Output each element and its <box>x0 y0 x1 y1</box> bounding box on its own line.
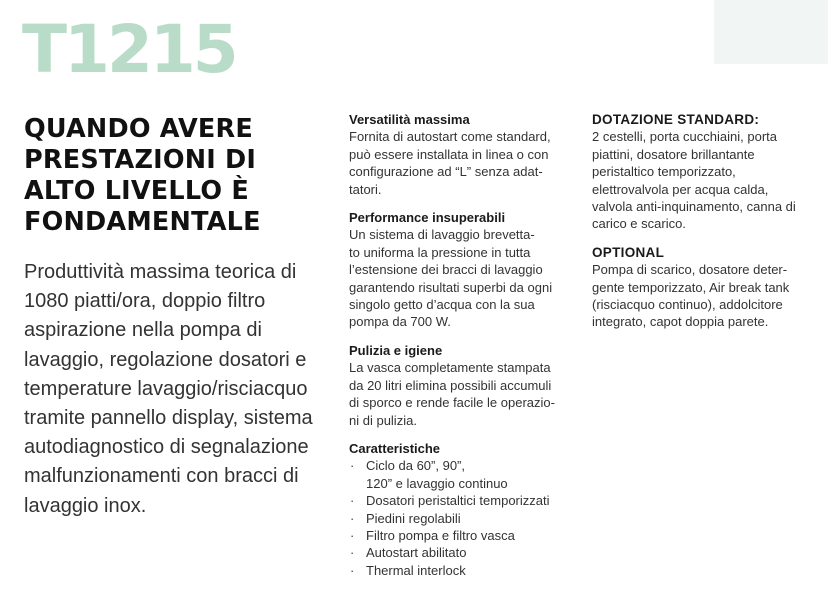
features-column <box>349 111 577 579</box>
intro-line: lavaggio inox. <box>24 494 147 517</box>
list-item-text: Autostart abilitato <box>366 545 467 561</box>
body-line: elettrovalvola per acqua calda, <box>592 181 769 197</box>
list-item-text: Filtro pompa e filtro vasca <box>366 527 515 543</box>
versatility-section <box>349 111 577 198</box>
headline-line: PRESTAZIONI DI <box>24 145 257 175</box>
body-line: singolo getto d’acqua con la sua <box>349 297 535 313</box>
body-line: Un sistema di lavaggio brevetta- <box>349 227 535 243</box>
body-line: valvola anti-inquinamento, canna di <box>592 199 796 215</box>
list-item-text: Dosatori peristaltici temporizzati <box>366 493 550 509</box>
list-item-text: Thermal interlock <box>366 562 466 578</box>
section-body <box>349 128 577 198</box>
body-line: piattini, dosatore brillantante <box>592 146 755 162</box>
body-line: integrato, capot doppia parete. <box>592 314 769 330</box>
body-line: La vasca completamente stampata <box>349 360 551 376</box>
body-line: 2 cestelli, porta cucchiaini, porta <box>592 129 777 145</box>
list-item <box>349 562 577 579</box>
body-line: l’estensione dei bracci di lavaggio <box>349 262 543 278</box>
model-code: T1215 <box>22 11 236 88</box>
intro-line: lavaggio, regolazione dosatori e <box>24 348 307 371</box>
section-title: Versatilità massima <box>349 112 470 127</box>
body-line: (risciacquo continuo), addolcitore <box>592 297 783 313</box>
equipment-column <box>592 111 824 331</box>
body-line: Fornita di autostart come standard, <box>349 129 551 145</box>
headline <box>24 114 324 238</box>
headline-line: QUANDO AVERE <box>24 114 254 144</box>
section-body <box>349 359 577 429</box>
section-title: Caratteristiche <box>349 440 441 456</box>
section-body <box>592 128 824 232</box>
characteristics-section <box>349 440 577 579</box>
body-line: carico e scarico. <box>592 216 686 232</box>
body-line: ni di pulizia. <box>349 412 417 428</box>
intro-line: temperature lavaggio/risciacquo <box>24 377 308 400</box>
list-item-text: Piedini regolabili <box>366 510 461 526</box>
standard-equipment-section <box>592 111 824 233</box>
section-body <box>592 261 824 331</box>
body-line: di sporco e rende facile le operazio- <box>349 395 555 411</box>
intro-line: 1080 piatti/ora, doppio filtro <box>24 290 266 313</box>
intro-line: malfunzionamenti con bracci di <box>24 465 299 488</box>
body-line: gente temporizzato, Air break tank <box>592 279 790 295</box>
list-item <box>349 510 577 527</box>
body-line: Pompa di scarico, dosatore deter- <box>592 262 788 278</box>
section-title: OPTIONAL <box>592 244 665 260</box>
intro-line: Produttività massima teorica di <box>24 261 297 283</box>
list-item <box>349 457 577 492</box>
optional-section <box>592 244 824 331</box>
list-item <box>349 527 577 544</box>
body-line: tatori. <box>349 181 382 197</box>
section-title: Pulizia e igiene <box>349 342 443 358</box>
headline-line: ALTO LIVELLO È <box>24 176 249 206</box>
list-item-text: 120” e lavaggio continuo <box>366 475 508 491</box>
performance-section <box>349 209 577 331</box>
headline-line: FONDAMENTALE <box>24 207 261 237</box>
list-item <box>349 492 577 509</box>
intro-line: aspirazione nella pompa di <box>24 319 262 342</box>
intro-line: tramite pannello display, sistema <box>24 407 313 430</box>
body-line: garantendo risultati superbi da ogni <box>349 279 553 295</box>
body-line: configurazione ad “L” senza adat- <box>349 164 543 180</box>
intro-paragraph <box>24 258 329 521</box>
body-line: pompa da 700 W. <box>349 314 451 330</box>
corner-decoration <box>714 0 828 64</box>
characteristics-list <box>349 457 577 579</box>
intro-line: autodiagnostico di segnalazione <box>24 436 309 459</box>
body-line: può essere installata in linea o con <box>349 146 549 162</box>
body-line: da 20 litri elimina possibili accumuli <box>349 377 552 393</box>
hygiene-section <box>349 342 577 429</box>
list-item-text: Ciclo da 60”, 90”, <box>366 458 465 474</box>
section-title: DOTAZIONE STANDARD: <box>592 112 760 127</box>
section-body <box>349 226 577 330</box>
body-line: peristaltico temporizzato, <box>592 164 736 180</box>
list-item <box>349 544 577 561</box>
section-title: Performance insuperabili <box>349 210 506 226</box>
body-line: to uniforma la pressione in tutta <box>349 244 531 260</box>
